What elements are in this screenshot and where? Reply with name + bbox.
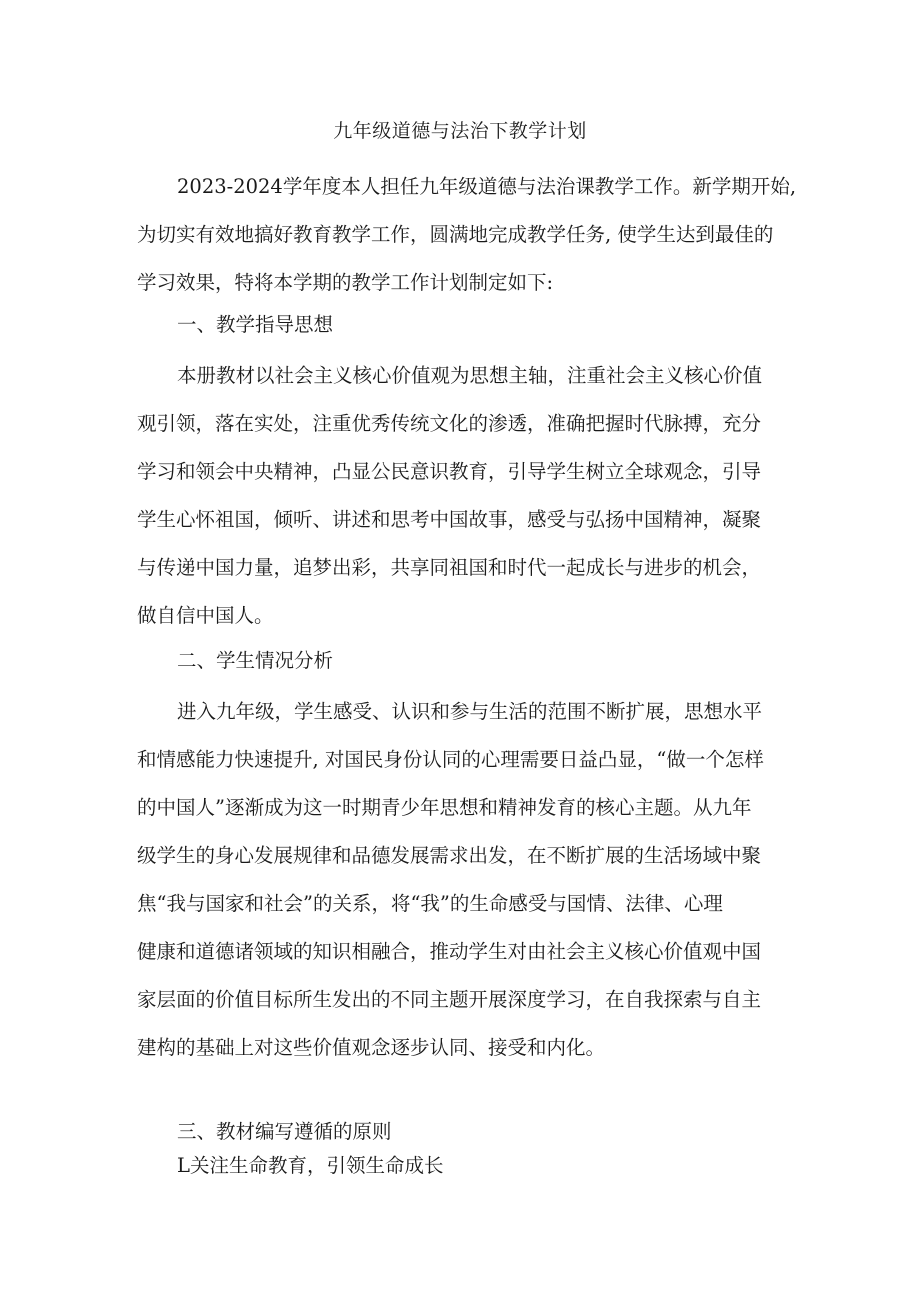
paragraph-line: 学生心怀祖国，倾听、讲述和思考中国故事，感受与弘扬中国精神，凝聚 xyxy=(137,508,762,531)
paragraph-line: 进入九年级，学生感受、认识和参与生活的范围不断扩展，思想水平 xyxy=(177,700,763,723)
section1-paragraph xyxy=(137,352,787,640)
paragraph-line: 家层面的价值目标所生发出的不同主题开展深度学习，在自我探索与自主 xyxy=(137,988,762,1011)
paragraph-line: 为切实有效地搞好教育教学工作，圆满地完成教学任务, 使学生达到最佳的 xyxy=(137,223,774,246)
paragraph-line: 学习和领会中央精神，凸显公民意识教育，引导学生树立全球观念，引导 xyxy=(137,460,762,483)
section-heading-2: 二、学生情况分析 xyxy=(177,649,334,672)
paragraph-line: 本册教材以社会主义核心价值观为思想主轴，注重社会主义核心价值 xyxy=(177,364,763,387)
paragraph-line: 2023-2024学年度本人担任九年级道德与法治课教学工作。新学期开始, xyxy=(177,175,797,198)
paragraph-line: 做自信中国人。 xyxy=(137,604,274,627)
section-heading-3: 三、教材编写遵循的原则 xyxy=(177,1120,392,1143)
section-heading-1: 一、教学指导思想 xyxy=(177,313,334,336)
intro-paragraph xyxy=(137,163,797,307)
paragraph-line: 健康和道德诸领域的知识相融合，推动学生对由社会主义核心价值观中国 xyxy=(137,940,762,963)
paragraph-line: 观引领，落在实处，注重优秀传统文化的渗透，准确把握时代脉搏，充分 xyxy=(137,412,762,435)
list-item-1: L关注生命教育，引领生命成长 xyxy=(177,1154,444,1177)
paragraph-line: 建构的基础上对这些价值观念逐步认同、接受和内化。 xyxy=(137,1036,606,1059)
paragraph-line: 级学生的身心发展规律和品德发展需求出发，在不断扩展的生活场域中聚 xyxy=(137,844,762,867)
paragraph-line: 和情感能力快速提升, 对国民身份认同的心理需要日益凸显，“做一个怎样 xyxy=(137,748,764,771)
document-title: 九年级道德与法治下教学计划 xyxy=(333,120,587,142)
section2-paragraph xyxy=(137,688,787,1072)
paragraph-line: 焦“我与国家和社会”的关系，将“我”的生命感受与国情、法律、心理 xyxy=(137,892,723,915)
paragraph-line: 的中国人”逐渐成为这一时期青少年思想和精神发育的核心主题。从九年 xyxy=(137,796,752,819)
paragraph-line: 与传递中国力量，追梦出彩，共享同祖国和时代一起成长与进步的机会， xyxy=(137,556,762,579)
paragraph-line: 学习效果，特将本学期的教学工作计划制定如下: xyxy=(137,271,554,294)
